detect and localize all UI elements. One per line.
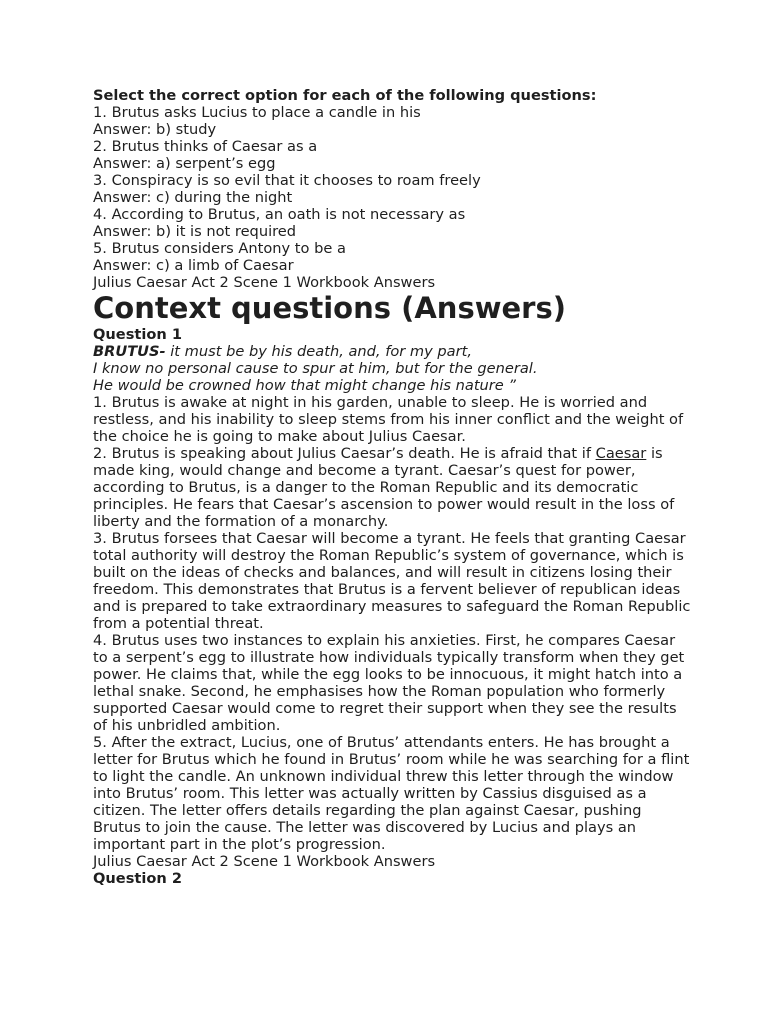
mcq-question-5: 5. Brutus considers Antony to be a: [93, 240, 346, 257]
workbook-label-2: Julius Caesar Act 2 Scene 1 Workbook Answers: [93, 853, 436, 870]
extract-line-3: He would be crowned how that might change his nature ”: [93, 377, 516, 394]
mcq-question-4: 4. According to Brutus, an oath is not necessary as: [93, 206, 466, 223]
mcq-question-3: 3. Conspiracy is so evil that it chooses to roam freely: [93, 172, 481, 189]
document-page: [93, 87, 693, 887]
context-questions-heading: Context questions (Answers): [93, 291, 566, 325]
answer-5-paragraph: 5. After the extract, Lucius, one of Brutus’ attendants enters. He has brought a letter for Brutus which he found in Brutus’ room while he was searching for a flint to light the candle. An unknown individual threw this letter through the window into Brutus’ room. This letter was actually written by Cassius disguised as a citizen. The letter offers details regarding the plan against Caesar, pushing Brutus to join the cause. The letter was discovered by Lucius and plays an important part in the plot’s progression.: [93, 734, 690, 853]
answer-2-text-start: 2. Brutus is speaking about Julius Caesar’s death. He is afraid that if: [93, 445, 596, 462]
mcq-answer-4: Answer: b) it is not required: [93, 223, 297, 240]
mcq-answer-5: Answer: c) a limb of Caesar: [93, 257, 294, 274]
caesar-link[interactable]: Caesar: [595, 445, 647, 462]
extract-line-2: I know no personal cause to spur at him, but for the general.: [93, 360, 538, 377]
answer-2-paragraph: [93, 445, 693, 530]
extract-line-1: [93, 343, 693, 360]
extract-speaker: BRUTUS-: [93, 343, 166, 360]
extract-text-1: it must be by his death, and, for my part,: [165, 343, 472, 360]
question-1-label: Question 1: [93, 326, 183, 343]
mcq-answer-3: Answer: c) during the night: [93, 189, 293, 206]
mcq-answer-2: Answer: a) serpent’s egg: [93, 155, 276, 172]
mcq-answer-1: Answer: b) study: [93, 121, 217, 138]
mcq-question-1: 1. Brutus asks Lucius to place a candle in his: [93, 104, 421, 121]
intro-instruction: Select the correct option for each of the following questions:: [93, 87, 597, 104]
question-2-label: Question 2: [93, 870, 183, 887]
mcq-question-2: 2. Brutus thinks of Caesar as a: [93, 138, 318, 155]
answer-1-paragraph: 1. Brutus is awake at night in his garden, unable to sleep. He is worried and restless, and his inability to sleep stems from his inner conflict and the weight of the choice he is going to make about Julius Caesar.: [93, 394, 684, 445]
answer-4-paragraph: 4. Brutus uses two instances to explain his anxieties. First, he compares Caesar to a serpent’s egg to illustrate how individuals typically transform when they get power. He claims that, while the egg looks to be innocuous, it might hatch into a lethal snake. Second, he emphasises how the Roman population who formerly supported Caesar would come to regret their support when they see the results of his unbridled ambition.: [93, 632, 685, 734]
answer-3-paragraph: 3. Brutus forsees that Caesar will become a tyrant. He feels that granting Caesar total authority will destroy the Roman Republic’s system of governance, which is built on the ideas of checks and balances, and will result in citizens losing their freedom. This demonstrates that Brutus is a fervent believer of republican ideas and is prepared to take extraordinary measures to safeguard the Roman Republic from a potential threat.: [93, 530, 691, 632]
answer-2-text-end: is made king, would change and become a tyrant. Caesar’s quest for power, according to Brutus, is a danger to the Roman Republic and its democratic principles. He fears that Caesar’s ascension to power would result in the loss of liberty and the formation of a monarchy.: [93, 445, 675, 530]
workbook-label: Julius Caesar Act 2 Scene 1 Workbook Answers: [93, 274, 436, 291]
